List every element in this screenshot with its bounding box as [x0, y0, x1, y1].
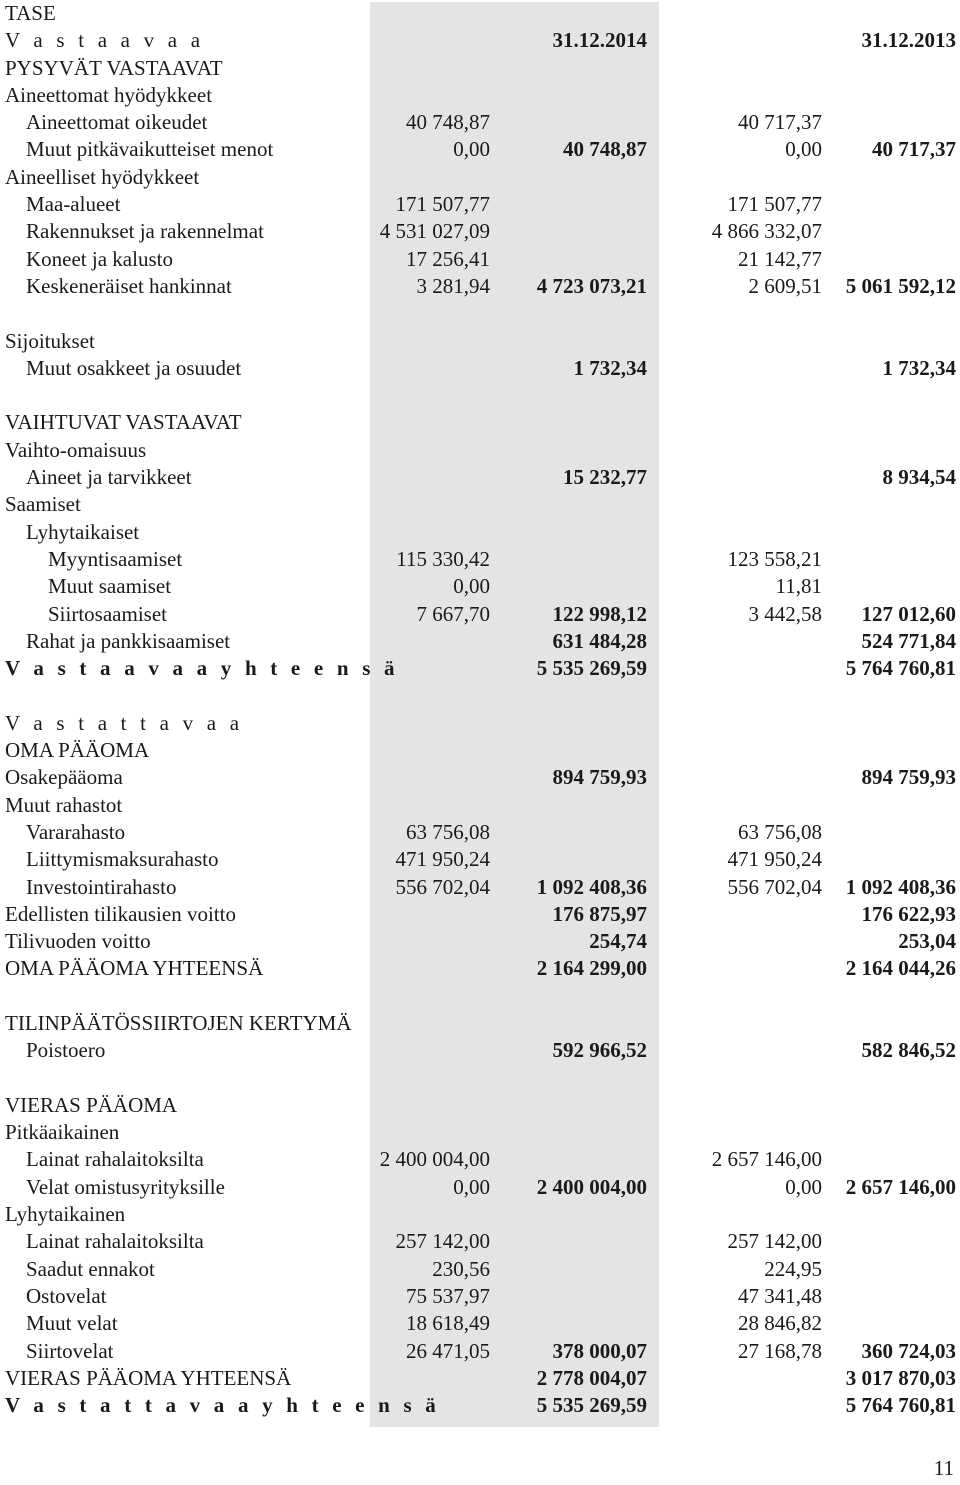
value-c1: 471 950,24 — [395, 847, 490, 872]
value-c3: 27 168,78 — [738, 1338, 822, 1363]
value-c1: 556 702,04 — [395, 874, 490, 899]
assets-heading: V a s t a a v a a — [5, 28, 205, 53]
row-label: V a s t a t t a v a a y h t e e n s ä — [5, 1393, 441, 1418]
row-label: Muut velat — [26, 1311, 118, 1336]
value-c3: 0,00 — [785, 137, 822, 162]
ledger-row — [0, 573, 960, 600]
value-c3: 21 142,77 — [738, 246, 822, 271]
row-label: OMA PÄÄOMA — [5, 738, 150, 763]
row-label: TILINPÄÄTÖSSIIRTOJEN KERTYMÄ — [5, 1010, 352, 1035]
value-c3: 2 609,51 — [748, 273, 822, 298]
value-c1: 230,56 — [432, 1256, 490, 1281]
ledger-row — [0, 901, 960, 928]
ledger-row — [0, 1010, 960, 1037]
ledger-row — [0, 409, 960, 436]
row-label: Rakennukset ja rakennelmat — [26, 219, 264, 244]
value-c4: 5 764 760,81 — [845, 1393, 956, 1418]
value-c4: 40 717,37 — [872, 137, 956, 162]
value-c3: 63 756,08 — [738, 819, 822, 844]
ledger-row — [0, 737, 960, 764]
value-c3: 224,95 — [764, 1256, 822, 1281]
value-c3: 171 507,77 — [727, 192, 822, 217]
row-label: Vararahasto — [26, 819, 126, 844]
value-c1: 0,00 — [453, 137, 490, 162]
ledger-row — [0, 601, 960, 628]
ledger-row — [0, 218, 960, 245]
row-label: Lainat rahalaitoksilta — [26, 1229, 204, 1254]
ledger-row — [0, 710, 960, 737]
ledger-row — [0, 1037, 960, 1064]
ledger-row — [0, 437, 960, 464]
value-c4: 582 846,52 — [861, 1038, 956, 1063]
spacer-row — [0, 682, 960, 709]
value-c3: 0,00 — [785, 1174, 822, 1199]
value-c2: 2 778 004,07 — [536, 1365, 647, 1390]
value-c2: 15 232,77 — [563, 465, 647, 490]
row-label: Edellisten tilikausien voitto — [5, 901, 236, 926]
ledger-row — [0, 1310, 960, 1337]
value-c1: 75 537,97 — [406, 1283, 490, 1308]
value-c4: 2 657 146,00 — [845, 1174, 956, 1199]
value-c3: 556 702,04 — [727, 874, 822, 899]
ledger-row — [0, 928, 960, 955]
ledger-row — [0, 164, 960, 191]
header-row — [0, 27, 960, 54]
row-label: Muut pitkävaikutteiset menot — [26, 137, 274, 162]
ledger-row — [0, 1283, 960, 1310]
ledger-row — [0, 1092, 960, 1119]
value-c3: 47 341,48 — [738, 1283, 822, 1308]
value-c2: 4 723 073,21 — [536, 273, 647, 298]
ledger-row — [0, 874, 960, 901]
date-previous: 31.12.2013 — [861, 28, 956, 53]
ledger-row — [0, 1119, 960, 1146]
ledger-row — [0, 191, 960, 218]
row-label: Keskeneräiset hankinnat — [26, 273, 232, 298]
value-c4: 360 724,03 — [861, 1338, 956, 1363]
ledger-row — [0, 328, 960, 355]
row-label: Pitkäaikainen — [5, 1120, 120, 1145]
ledger-row — [0, 109, 960, 136]
value-c4: 8 934,54 — [882, 465, 956, 490]
row-label: Maa-alueet — [26, 192, 121, 217]
value-c3: 11,81 — [775, 574, 822, 599]
row-label: Tilivuoden voitto — [5, 929, 151, 954]
spacer-row — [0, 300, 960, 327]
value-c1: 17 256,41 — [406, 246, 490, 271]
ledger-row — [0, 1201, 960, 1228]
row-label: V a s t a t t a v a a — [5, 710, 244, 735]
value-c4: 5 061 592,12 — [845, 273, 956, 298]
ledger-row — [0, 655, 960, 682]
document-title: TASE — [5, 1, 56, 25]
row-label: Osakepääoma — [5, 765, 123, 790]
ledger-row — [0, 491, 960, 518]
row-label: Lyhytaikaiset — [26, 519, 140, 544]
value-c3: 123 558,21 — [727, 546, 822, 571]
spacer-row — [0, 382, 960, 409]
ledger-row — [0, 464, 960, 491]
row-label: Lyhytaikainen — [5, 1202, 126, 1227]
ledger-row — [0, 55, 960, 82]
row-label: Siirtosaamiset — [48, 601, 167, 626]
value-c2: 176 875,97 — [552, 901, 647, 926]
ledger-row — [0, 955, 960, 982]
row-label: Koneet ja kalusto — [26, 246, 173, 271]
value-c2: 40 748,87 — [563, 137, 647, 162]
row-label: Muut osakkeet ja osuudet — [26, 355, 242, 380]
value-c2: 254,74 — [589, 929, 647, 954]
row-label: Aineet ja tarvikkeet — [26, 465, 192, 490]
value-c1: 0,00 — [453, 574, 490, 599]
row-label: Lainat rahalaitoksilta — [26, 1147, 204, 1172]
value-c4: 5 764 760,81 — [845, 656, 956, 681]
value-c3: 471 950,24 — [727, 847, 822, 872]
value-c4: 3 017 870,03 — [845, 1365, 956, 1390]
ledger-row — [0, 1146, 960, 1173]
value-c1: 0,00 — [453, 1174, 490, 1199]
ledger-row — [0, 246, 960, 273]
value-c1: 40 748,87 — [406, 110, 490, 135]
row-label: Ostovelat — [26, 1283, 107, 1308]
row-label: Liittymismaksurahasto — [26, 847, 219, 872]
value-c1: 26 471,05 — [406, 1338, 490, 1363]
row-label: Muut rahastot — [5, 792, 123, 817]
row-label: Aineelliset hyödykkeet — [5, 164, 200, 189]
row-label: PYSYVÄT VASTAAVAT — [5, 55, 223, 80]
row-label: Siirtovelat — [26, 1338, 114, 1363]
ledger-row — [0, 1365, 960, 1392]
ledger-row — [0, 846, 960, 873]
value-c2: 1 732,34 — [573, 355, 647, 380]
ledger-row — [0, 136, 960, 163]
value-c1: 257 142,00 — [395, 1229, 490, 1254]
value-c3: 3 442,58 — [748, 601, 822, 626]
page-number: 11 — [933, 1456, 954, 1480]
document-title-row — [0, 0, 960, 27]
row-label: Rahat ja pankkisaamiset — [26, 628, 231, 653]
value-c1: 63 756,08 — [406, 819, 490, 844]
row-label: Investointirahasto — [26, 874, 177, 899]
row-label: Aineettomat oikeudet — [26, 110, 208, 135]
ledger-row — [0, 1392, 960, 1419]
value-c1: 7 667,70 — [416, 601, 490, 626]
value-c4: 1 092 408,36 — [845, 874, 956, 899]
value-c4: 1 732,34 — [882, 355, 956, 380]
ledger-row — [0, 519, 960, 546]
ledger-row — [0, 273, 960, 300]
ledger-row — [0, 82, 960, 109]
value-c2: 592 966,52 — [552, 1038, 647, 1063]
row-label: Poistoero — [26, 1038, 106, 1063]
spacer-row — [0, 1065, 960, 1092]
value-c3: 257 142,00 — [727, 1229, 822, 1254]
value-c2: 2 400 004,00 — [536, 1174, 647, 1199]
value-c3: 40 717,37 — [738, 110, 822, 135]
ledger-row — [0, 628, 960, 655]
row-label: Sijoitukset — [5, 328, 95, 353]
value-c4: 2 164 044,26 — [845, 956, 956, 981]
value-c2: 5 535 269,59 — [536, 1393, 647, 1418]
row-label: OMA PÄÄOMA YHTEENSÄ — [5, 956, 264, 981]
row-label: VIERAS PÄÄOMA — [5, 1092, 178, 1117]
date-current: 31.12.2014 — [552, 28, 647, 53]
value-c1: 4 531 027,09 — [379, 219, 490, 244]
row-label: VIERAS PÄÄOMA YHTEENSÄ — [5, 1365, 292, 1390]
value-c2: 2 164 299,00 — [536, 956, 647, 981]
row-label: VAIHTUVAT VASTAAVAT — [5, 410, 242, 435]
value-c1: 18 618,49 — [406, 1311, 490, 1336]
value-c3: 4 866 332,07 — [711, 219, 822, 244]
ledger-row — [0, 1338, 960, 1365]
value-c1: 171 507,77 — [395, 192, 490, 217]
spacer-row — [0, 983, 960, 1010]
value-c4: 127 012,60 — [861, 601, 956, 626]
value-c2: 5 535 269,59 — [536, 656, 647, 681]
value-c2: 631 484,28 — [552, 628, 647, 653]
value-c4: 176 622,93 — [861, 901, 956, 926]
ledger-row — [0, 764, 960, 791]
row-label: V a s t a a v a a y h t e e n s ä — [5, 656, 399, 681]
ledger-row — [0, 355, 960, 382]
ledger-row — [0, 819, 960, 846]
value-c1: 3 281,94 — [416, 273, 490, 298]
row-label: Velat omistusyrityksille — [26, 1174, 225, 1199]
value-c1: 115 330,42 — [396, 546, 490, 571]
ledger-row — [0, 1228, 960, 1255]
value-c2: 122 998,12 — [552, 601, 647, 626]
ledger-row — [0, 792, 960, 819]
value-c2: 894 759,93 — [552, 765, 647, 790]
row-label: Vaihto-omaisuus — [5, 437, 147, 462]
value-c2: 378 000,07 — [552, 1338, 647, 1363]
value-c3: 28 846,82 — [738, 1311, 822, 1336]
value-c1: 2 400 004,00 — [379, 1147, 490, 1172]
ledger-row — [0, 546, 960, 573]
ledger-rows — [0, 55, 960, 1420]
row-label: Aineettomat hyödykkeet — [5, 82, 213, 107]
row-label: Saadut ennakot — [26, 1256, 155, 1281]
value-c4: 253,04 — [898, 929, 956, 954]
ledger-row — [0, 1256, 960, 1283]
row-label: Muut saamiset — [48, 574, 172, 599]
ledger-row — [0, 1174, 960, 1201]
row-label: Myyntisaamiset — [48, 546, 183, 571]
value-c4: 894 759,93 — [861, 765, 956, 790]
value-c4: 524 771,84 — [861, 628, 956, 653]
row-label: Saamiset — [5, 492, 81, 517]
value-c3: 2 657 146,00 — [711, 1147, 822, 1172]
value-c2: 1 092 408,36 — [536, 874, 647, 899]
